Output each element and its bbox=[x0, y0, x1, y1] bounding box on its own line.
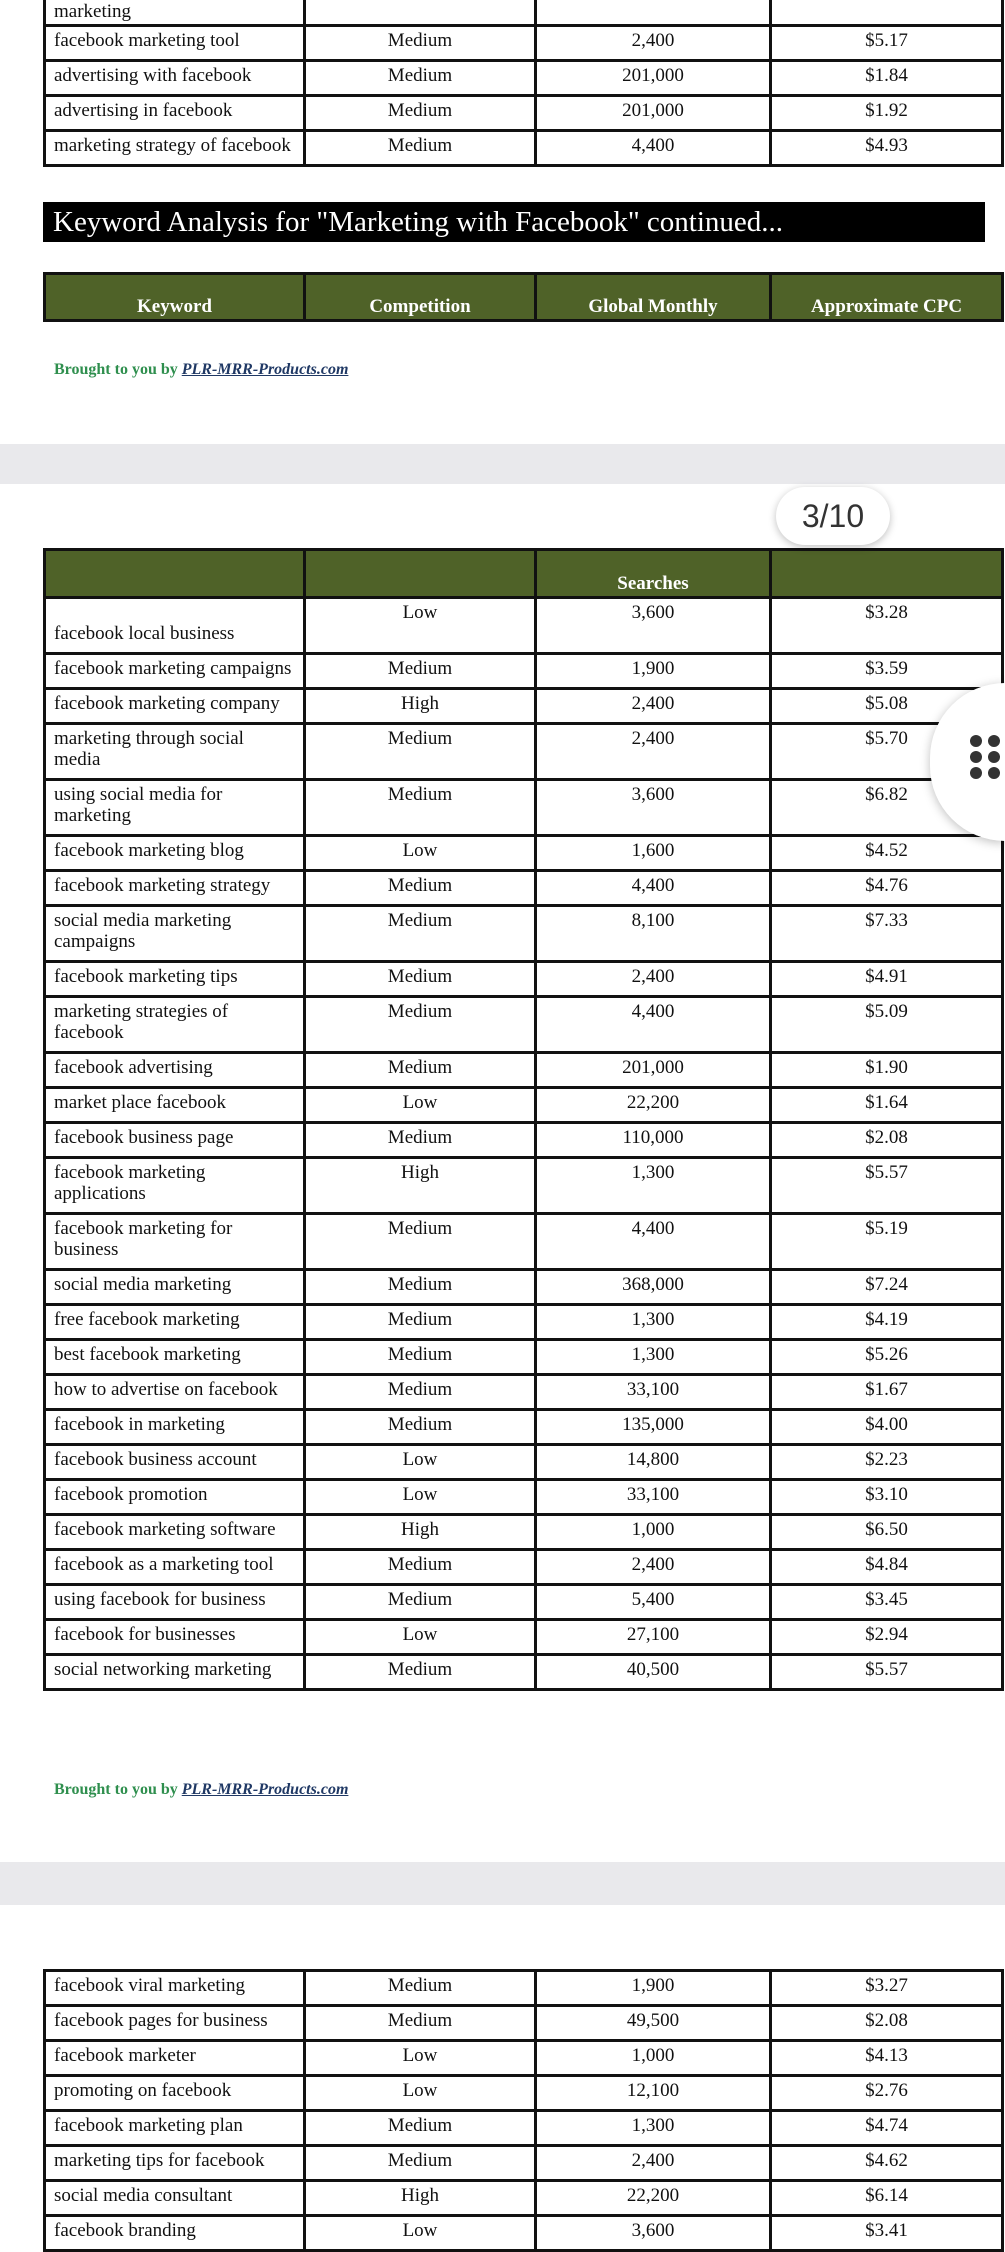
cpc-cell: $6.50 bbox=[771, 1515, 1003, 1550]
cpc-cell: $3.59 bbox=[771, 654, 1003, 689]
keyword-cell: promoting on facebook bbox=[45, 2076, 305, 2111]
keyword-table-header bbox=[43, 272, 1004, 322]
cpc-cell: $4.93 bbox=[771, 131, 1003, 166]
keyword-cell: social media marketing bbox=[45, 1270, 305, 1305]
cpc-cell: $3.41 bbox=[771, 2216, 1003, 2251]
grid-dots-icon bbox=[970, 735, 1000, 779]
table-row bbox=[45, 2146, 1003, 2181]
searches-cell: 2,400 bbox=[536, 2146, 771, 2181]
keyword-cell: facebook marketing plan bbox=[45, 2111, 305, 2146]
searches-cell: 49,500 bbox=[536, 2006, 771, 2041]
cpc-cell: $1.90 bbox=[771, 1053, 1003, 1088]
cpc-cell: $2.76 bbox=[771, 2076, 1003, 2111]
table-row bbox=[45, 1480, 1003, 1515]
cpc-cell: $4.00 bbox=[771, 1410, 1003, 1445]
cpc-cell: $4.19 bbox=[771, 1305, 1003, 1340]
keyword-cell: facebook marketing tips bbox=[45, 962, 305, 997]
table-row bbox=[45, 906, 1003, 962]
cpc-cell: $5.19 bbox=[771, 1214, 1003, 1270]
searches-cell: 2,400 bbox=[536, 689, 771, 724]
header-blank bbox=[771, 550, 1003, 598]
searches-cell: 1,300 bbox=[536, 1305, 771, 1340]
table-row bbox=[45, 1620, 1003, 1655]
header-global-monthly: Global Monthly bbox=[536, 274, 771, 321]
competition-cell: Medium bbox=[305, 1123, 536, 1158]
competition-cell: Low bbox=[305, 2041, 536, 2076]
keyword-cell: facebook marketing blog bbox=[45, 836, 305, 871]
table-row bbox=[45, 96, 1003, 131]
keyword-cell: how to advertise on facebook bbox=[45, 1375, 305, 1410]
searches-cell: 14,800 bbox=[536, 1445, 771, 1480]
keyword-cell: facebook marketing strategy bbox=[45, 871, 305, 906]
competition-cell: Medium bbox=[305, 1340, 536, 1375]
cpc-cell: $3.27 bbox=[771, 1971, 1003, 2006]
table-row bbox=[45, 871, 1003, 906]
header-blank bbox=[45, 550, 305, 598]
cpc-cell: $4.76 bbox=[771, 871, 1003, 906]
competition-cell: Medium bbox=[305, 1550, 536, 1585]
table-row bbox=[45, 1375, 1003, 1410]
cpc-cell: $4.52 bbox=[771, 836, 1003, 871]
table-row bbox=[45, 1340, 1003, 1375]
table-row bbox=[45, 1550, 1003, 1585]
cpc-cell: $5.57 bbox=[771, 1158, 1003, 1214]
competition-cell: Medium bbox=[305, 724, 536, 780]
searches-cell: 2,400 bbox=[536, 1550, 771, 1585]
cpc-cell: $5.08 bbox=[771, 689, 1003, 724]
competition-cell: Medium bbox=[305, 96, 536, 131]
competition-cell: Medium bbox=[305, 1053, 536, 1088]
cpc-cell: $4.84 bbox=[771, 1550, 1003, 1585]
credit-link[interactable]: PLR-MRR-Products.com bbox=[181, 361, 349, 378]
table-row bbox=[45, 1515, 1003, 1550]
keyword-cell: marketing strategy of facebook bbox=[45, 131, 305, 166]
keyword-cell: facebook advertising bbox=[45, 1053, 305, 1088]
searches-cell: 4,400 bbox=[536, 997, 771, 1053]
searches-cell: 1,900 bbox=[536, 1971, 771, 2006]
table-row bbox=[45, 131, 1003, 166]
competition-cell: Medium bbox=[305, 1305, 536, 1340]
table-row bbox=[45, 1053, 1003, 1088]
searches-cell: 2,400 bbox=[536, 724, 771, 780]
table-row bbox=[45, 1410, 1003, 1445]
keyword-cell: facebook business account bbox=[45, 1445, 305, 1480]
keyword-table-page-2 bbox=[43, 548, 1004, 1691]
competition-cell: Medium bbox=[305, 26, 536, 61]
cpc-cell: $1.84 bbox=[771, 61, 1003, 96]
table-row bbox=[45, 1123, 1003, 1158]
keyword-cell: marketing through social media bbox=[45, 724, 305, 780]
competition-cell: Low bbox=[305, 1480, 536, 1515]
header-competition: Competition bbox=[305, 274, 536, 321]
searches-cell: 135,000 bbox=[536, 1410, 771, 1445]
cpc-cell: $4.74 bbox=[771, 2111, 1003, 2146]
competition-cell: Low bbox=[305, 836, 536, 871]
competition-cell: Medium bbox=[305, 131, 536, 166]
keyword-cell: using facebook for business bbox=[45, 1585, 305, 1620]
searches-cell: 33,100 bbox=[536, 1375, 771, 1410]
keyword-cell: facebook marketer bbox=[45, 2041, 305, 2076]
keyword-cell: marketing bbox=[45, 0, 305, 26]
cpc-cell: $4.62 bbox=[771, 2146, 1003, 2181]
competition-cell: Medium bbox=[305, 61, 536, 96]
searches-cell: 3,600 bbox=[536, 2216, 771, 2251]
competition-cell: High bbox=[305, 1158, 536, 1214]
page-gap bbox=[0, 1862, 1005, 1905]
competition-cell: Low bbox=[305, 2076, 536, 2111]
cpc-cell: $3.28 bbox=[771, 598, 1003, 654]
table-row bbox=[45, 1655, 1003, 1690]
searches-cell: 2,400 bbox=[536, 962, 771, 997]
searches-cell: 201,000 bbox=[536, 61, 771, 96]
table-row bbox=[45, 997, 1003, 1053]
table-row bbox=[45, 2076, 1003, 2111]
table-row bbox=[45, 26, 1003, 61]
cpc-cell: $5.09 bbox=[771, 997, 1003, 1053]
competition-cell bbox=[305, 0, 536, 26]
table-row bbox=[45, 2041, 1003, 2076]
cpc-cell: $2.23 bbox=[771, 1445, 1003, 1480]
table-row bbox=[45, 2006, 1003, 2041]
cpc-cell: $2.08 bbox=[771, 1123, 1003, 1158]
searches-cell: 1,600 bbox=[536, 836, 771, 871]
competition-cell: High bbox=[305, 2181, 536, 2216]
keyword-cell: free facebook marketing bbox=[45, 1305, 305, 1340]
keyword-cell: facebook local business bbox=[45, 598, 305, 654]
keyword-cell: advertising in facebook bbox=[45, 96, 305, 131]
keyword-cell: facebook pages for business bbox=[45, 2006, 305, 2041]
competition-cell: Medium bbox=[305, 780, 536, 836]
keyword-cell: facebook marketing software bbox=[45, 1515, 305, 1550]
searches-cell: 3,600 bbox=[536, 598, 771, 654]
table-row bbox=[45, 1585, 1003, 1620]
competition-cell: Low bbox=[305, 1088, 536, 1123]
searches-cell: 8,100 bbox=[536, 906, 771, 962]
competition-cell: Medium bbox=[305, 1971, 536, 2006]
searches-cell: 1,000 bbox=[536, 2041, 771, 2076]
table-row bbox=[45, 1088, 1003, 1123]
competition-cell: Medium bbox=[305, 1214, 536, 1270]
page-gap bbox=[0, 444, 1005, 484]
keyword-table-continued bbox=[43, 0, 1004, 167]
keyword-cell: facebook viral marketing bbox=[45, 1971, 305, 2006]
page-indicator: 3/10 bbox=[776, 487, 890, 545]
credit-link[interactable]: PLR-MRR-Products.com bbox=[181, 1781, 349, 1798]
keyword-cell: facebook in marketing bbox=[45, 1410, 305, 1445]
competition-cell: Medium bbox=[305, 906, 536, 962]
competition-cell: Medium bbox=[305, 2111, 536, 2146]
table-row bbox=[45, 1971, 1003, 2006]
keyword-cell: facebook marketing tool bbox=[45, 26, 305, 61]
searches-cell bbox=[536, 0, 771, 26]
searches-cell: 12,100 bbox=[536, 2076, 771, 2111]
keyword-cell: facebook branding bbox=[45, 2216, 305, 2251]
searches-cell: 2,400 bbox=[536, 26, 771, 61]
table-row bbox=[45, 724, 1003, 780]
searches-cell: 110,000 bbox=[536, 1123, 771, 1158]
cpc-cell: $2.08 bbox=[771, 2006, 1003, 2041]
table-row bbox=[45, 2216, 1003, 2251]
keyword-cell: marketing strategies of facebook bbox=[45, 997, 305, 1053]
searches-cell: 22,200 bbox=[536, 2181, 771, 2216]
cpc-cell: $6.82 bbox=[771, 780, 1003, 836]
cpc-cell: $7.33 bbox=[771, 906, 1003, 962]
competition-cell: Medium bbox=[305, 1585, 536, 1620]
table-row bbox=[45, 1270, 1003, 1305]
competition-cell: Medium bbox=[305, 2146, 536, 2181]
cpc-cell: $5.70 bbox=[771, 724, 1003, 780]
cpc-cell bbox=[771, 0, 1003, 26]
competition-cell: Medium bbox=[305, 997, 536, 1053]
keyword-cell: facebook for businesses bbox=[45, 1620, 305, 1655]
competition-cell: Medium bbox=[305, 2006, 536, 2041]
cpc-cell: $1.92 bbox=[771, 96, 1003, 131]
cpc-cell: $1.67 bbox=[771, 1375, 1003, 1410]
cpc-cell: $4.13 bbox=[771, 2041, 1003, 2076]
searches-cell: 5,400 bbox=[536, 1585, 771, 1620]
credit-prefix: Brought to you by bbox=[54, 1781, 182, 1798]
cpc-cell: $5.57 bbox=[771, 1655, 1003, 1690]
competition-cell: Medium bbox=[305, 1410, 536, 1445]
table-row bbox=[45, 0, 1003, 26]
keyword-cell: advertising with facebook bbox=[45, 61, 305, 96]
competition-cell: Medium bbox=[305, 1375, 536, 1410]
competition-cell: Medium bbox=[305, 871, 536, 906]
cpc-cell: $6.14 bbox=[771, 2181, 1003, 2216]
competition-cell: Low bbox=[305, 1620, 536, 1655]
keyword-cell: best facebook marketing bbox=[45, 1340, 305, 1375]
searches-cell: 40,500 bbox=[536, 1655, 771, 1690]
searches-cell: 33,100 bbox=[536, 1480, 771, 1515]
table-row bbox=[45, 2181, 1003, 2216]
credit-line bbox=[54, 361, 348, 379]
table-row bbox=[45, 1158, 1003, 1214]
competition-cell: Medium bbox=[305, 1270, 536, 1305]
competition-cell: Low bbox=[305, 1445, 536, 1480]
keyword-cell: facebook marketing company bbox=[45, 689, 305, 724]
searches-cell: 4,400 bbox=[536, 1214, 771, 1270]
searches-cell: 368,000 bbox=[536, 1270, 771, 1305]
cpc-cell: $5.17 bbox=[771, 26, 1003, 61]
searches-cell: 4,400 bbox=[536, 131, 771, 166]
table-row bbox=[45, 1305, 1003, 1340]
keyword-cell: facebook marketing campaigns bbox=[45, 654, 305, 689]
keyword-cell: social media marketing campaigns bbox=[45, 906, 305, 962]
keyword-table-page-3 bbox=[43, 1969, 1004, 2252]
section-title: Keyword Analysis for "Marketing with Facebook" continued... bbox=[43, 202, 985, 242]
keyword-cell: facebook marketing applications bbox=[45, 1158, 305, 1214]
table-row bbox=[45, 1445, 1003, 1480]
table-row bbox=[45, 654, 1003, 689]
cpc-cell: $5.26 bbox=[771, 1340, 1003, 1375]
keyword-cell: facebook as a marketing tool bbox=[45, 1550, 305, 1585]
table-row bbox=[45, 689, 1003, 724]
searches-cell: 1,900 bbox=[536, 654, 771, 689]
table-row bbox=[45, 1214, 1003, 1270]
header-approximate-cpc: Approximate CPC bbox=[771, 274, 1003, 321]
header-keyword: Keyword bbox=[45, 274, 305, 321]
competition-cell: Medium bbox=[305, 962, 536, 997]
keyword-cell: social networking marketing bbox=[45, 1655, 305, 1690]
searches-cell: 4,400 bbox=[536, 871, 771, 906]
table-row bbox=[45, 61, 1003, 96]
cpc-cell: $3.10 bbox=[771, 1480, 1003, 1515]
credit-line bbox=[54, 1781, 348, 1799]
table-row bbox=[45, 598, 1003, 654]
keyword-cell: facebook business page bbox=[45, 1123, 305, 1158]
keyword-cell: using social media for marketing bbox=[45, 780, 305, 836]
searches-cell: 201,000 bbox=[536, 96, 771, 131]
cpc-cell: $1.64 bbox=[771, 1088, 1003, 1123]
searches-cell: 1,000 bbox=[536, 1515, 771, 1550]
cpc-cell: $2.94 bbox=[771, 1620, 1003, 1655]
cpc-cell: $3.45 bbox=[771, 1585, 1003, 1620]
searches-cell: 3,600 bbox=[536, 780, 771, 836]
searches-cell: 1,300 bbox=[536, 2111, 771, 2146]
competition-cell: Low bbox=[305, 2216, 536, 2251]
table-row bbox=[45, 2111, 1003, 2146]
competition-cell: High bbox=[305, 1515, 536, 1550]
searches-cell: 27,100 bbox=[536, 1620, 771, 1655]
keyword-cell: market place facebook bbox=[45, 1088, 305, 1123]
header-searches: Searches bbox=[536, 550, 771, 598]
table-row bbox=[45, 962, 1003, 997]
searches-cell: 201,000 bbox=[536, 1053, 771, 1088]
cpc-cell: $7.24 bbox=[771, 1270, 1003, 1305]
searches-cell: 1,300 bbox=[536, 1340, 771, 1375]
header-blank bbox=[305, 550, 536, 598]
searches-cell: 1,300 bbox=[536, 1158, 771, 1214]
competition-cell: Medium bbox=[305, 654, 536, 689]
competition-cell: Medium bbox=[305, 1655, 536, 1690]
competition-cell: High bbox=[305, 689, 536, 724]
keyword-cell: facebook promotion bbox=[45, 1480, 305, 1515]
credit-prefix: Brought to you by bbox=[54, 361, 182, 378]
competition-cell: Low bbox=[305, 598, 536, 654]
keyword-cell: social media consultant bbox=[45, 2181, 305, 2216]
table-row bbox=[45, 836, 1003, 871]
table-row bbox=[45, 780, 1003, 836]
keyword-cell: marketing tips for facebook bbox=[45, 2146, 305, 2181]
searches-cell: 22,200 bbox=[536, 1088, 771, 1123]
cpc-cell: $4.91 bbox=[771, 962, 1003, 997]
keyword-cell: facebook marketing for business bbox=[45, 1214, 305, 1270]
